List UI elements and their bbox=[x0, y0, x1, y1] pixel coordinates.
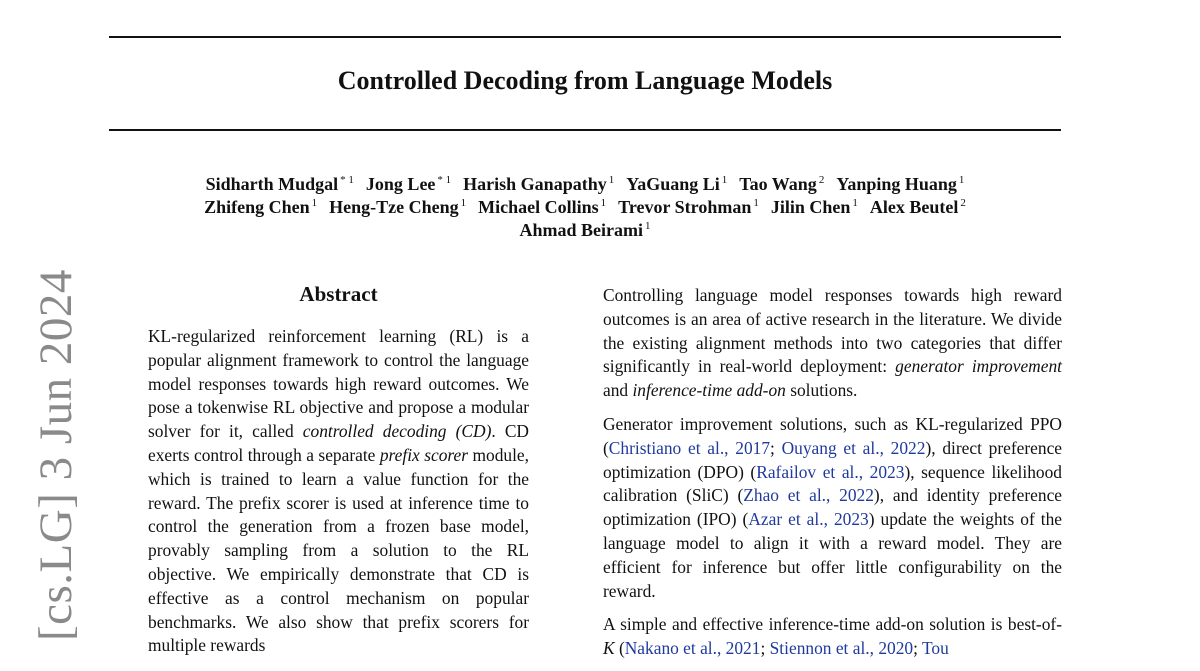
author-name: Harish Ganapathy $^1$ bbox=[463, 174, 615, 194]
author-name: Tao Wang $^2$ bbox=[739, 174, 825, 194]
text-run: ; bbox=[913, 638, 922, 659]
abstract-paragraph bbox=[148, 325, 529, 658]
body-paragraph bbox=[603, 284, 1062, 403]
author-name: Trevor Strohman $^1$ bbox=[618, 197, 759, 217]
citation-link[interactable]: Stiennon et al., 2020 bbox=[769, 638, 914, 659]
title-top-rule bbox=[109, 36, 1061, 38]
author-affiliation-marker: 1 bbox=[721, 174, 728, 186]
author-affiliation-marker: 1 bbox=[753, 197, 759, 209]
author-affiliation-marker: 1 bbox=[645, 220, 651, 232]
author-name: Ahmad Beirami $^1$ bbox=[519, 220, 651, 240]
emphasized-text: inference-time add-on bbox=[632, 380, 786, 401]
author-list bbox=[140, 173, 1030, 242]
author-affiliation-marker: 1 bbox=[460, 197, 467, 209]
author-affiliation-marker: 1 bbox=[958, 174, 965, 186]
text-run: Generator improvement solutions, such as KL-regularized PPO ( bbox=[603, 413, 1062, 458]
author-name: Yanping Huang $^1$ bbox=[836, 174, 965, 194]
author-name: Heng-Tze Cheng $^1$ bbox=[329, 197, 467, 217]
title-bottom-rule bbox=[109, 129, 1061, 131]
text-run: ), sequence likelihood calibration (SliC) ( bbox=[603, 461, 1062, 506]
emphasized-text: prefix scorer bbox=[379, 444, 469, 465]
text-run: solutions. bbox=[785, 380, 858, 401]
emphasized-text: generator improvement bbox=[895, 356, 1062, 377]
author-affiliation-marker: 1 bbox=[311, 197, 318, 209]
citation-link[interactable]: Christiano et al., 2017 bbox=[608, 437, 771, 458]
author-affiliation-marker: * 1 bbox=[437, 174, 452, 186]
author-line bbox=[140, 173, 1030, 196]
emphasized-text: K bbox=[603, 638, 615, 659]
author-name: Jilin Chen $^1$ bbox=[770, 197, 858, 217]
text-run: A simple and effective inference-time add-on solution is best-of- bbox=[603, 614, 1062, 635]
text-run: . CD exerts control through a separate bbox=[148, 421, 529, 465]
abstract-column bbox=[148, 282, 529, 668]
author-affiliation-marker: 2 bbox=[960, 197, 966, 209]
text-run: module, which is trained to learn a value function for the reward. The prefix scorer is used at inference time to control the generation from a frozen base model, provably sampling from a solution to the RL objective. We empirically demonstrate that CD is effective as a control mechanism on popular benchmarks. We also show that prefix scorers for multiple rewards bbox=[148, 444, 529, 656]
citation-link[interactable]: Rafailov et al., 2023 bbox=[756, 461, 905, 482]
text-run: and bbox=[603, 380, 633, 401]
author-name: Zhifeng Chen $^1$ bbox=[204, 197, 318, 217]
abstract-heading: Abstract bbox=[299, 282, 378, 306]
arxiv-side-identifier: [cs.LG] 3 Jun 2024 bbox=[30, 269, 82, 641]
text-run: ), and identity preference optimization (IPO) ( bbox=[603, 485, 1063, 530]
body-paragraph bbox=[603, 613, 1062, 661]
author-affiliation-marker: 1 bbox=[600, 197, 607, 209]
author-affiliation-marker: 1 bbox=[852, 197, 858, 209]
text-run: ) update the weights of the language model to align it with a reward model. They are efficient for inference but offer little configurability on the reward. bbox=[603, 509, 1063, 601]
author-name: YaGuang Li $^1$ bbox=[626, 174, 728, 194]
author-affiliation-marker: * 1 bbox=[340, 174, 354, 186]
author-name: Alex Beutel $^2$ bbox=[869, 197, 966, 217]
author-affiliation-marker: 1 bbox=[608, 174, 615, 186]
citation-link[interactable]: Ouyang et al., 2022 bbox=[781, 437, 926, 458]
author-name: Sidharth Mudgal $^{* 1}$ bbox=[205, 174, 354, 194]
body-paragraph bbox=[603, 413, 1062, 603]
text-run: ( bbox=[614, 638, 625, 659]
author-affiliation-marker: 2 bbox=[818, 174, 825, 186]
text-run: ; bbox=[760, 638, 770, 659]
emphasized-text: controlled decoding (CD) bbox=[302, 421, 492, 442]
author-name: Michael Collins $^1$ bbox=[478, 197, 607, 217]
paper-title: Controlled Decoding from Language Models bbox=[337, 66, 833, 95]
introduction-column bbox=[603, 284, 1062, 671]
citation-link[interactable]: Nakano et al., 2021 bbox=[624, 638, 761, 659]
text-run: ), direct preference optimization (DPO) ( bbox=[603, 437, 1063, 482]
citation-link[interactable]: Zhao et al., 2022 bbox=[743, 485, 874, 506]
text-run: KL-regularized reinforcement learning (RL) is a popular alignment framework to control the language model responses towards high reward outcomes. We pose a tokenwise RL objective and propose a modular solver for it, called bbox=[148, 326, 529, 442]
author-line bbox=[140, 219, 1030, 242]
author-name: Jong Lee $^{* 1}$ bbox=[365, 174, 452, 194]
citation-link[interactable]: Azar et al., 2023 bbox=[748, 509, 869, 530]
text-run: Controlling language model responses towards high reward outcomes is an area of active research in the literature. We divide the existing alignment methods into two categories that differ significantly in real-world deployment: bbox=[603, 285, 1062, 377]
author-line bbox=[140, 196, 1030, 219]
text-run: ; bbox=[770, 437, 782, 458]
citation-link[interactable]: Tou bbox=[921, 638, 949, 659]
